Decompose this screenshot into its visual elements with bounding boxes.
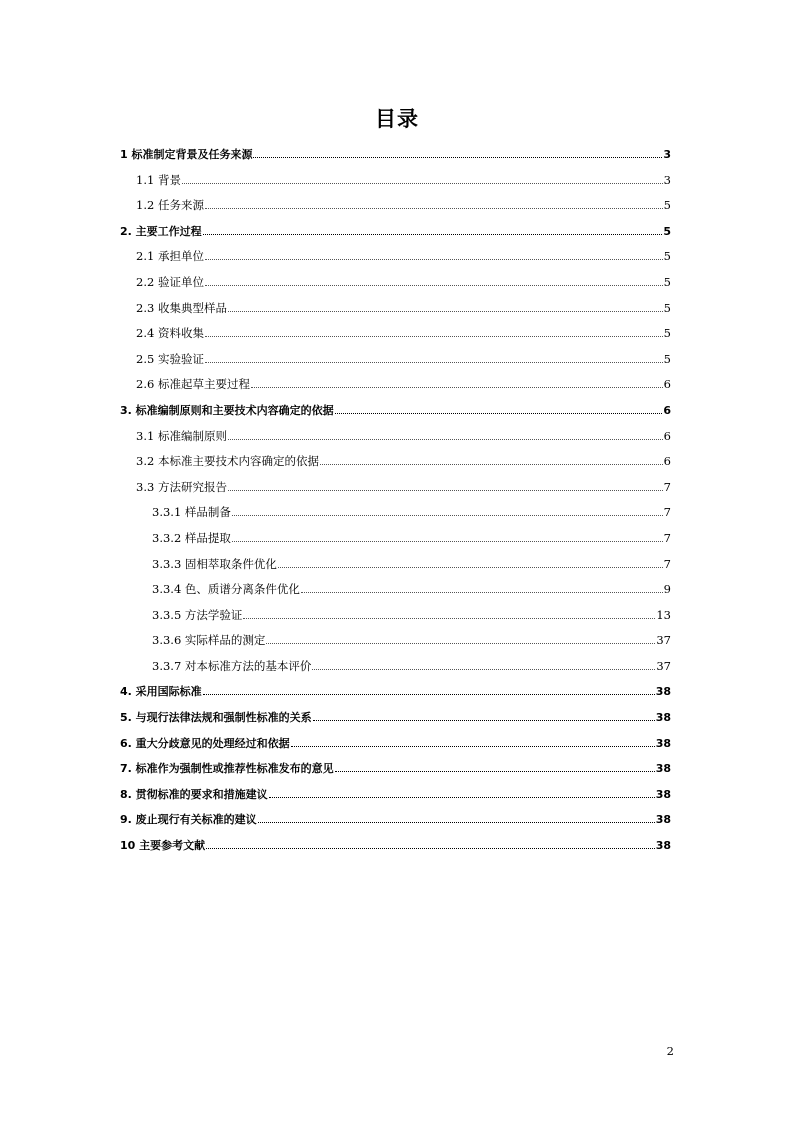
toc-entry[interactable] xyxy=(120,628,671,654)
toc-entry-label: 4. 采用国际标准 xyxy=(120,685,202,699)
toc-entry-page: 3 xyxy=(663,148,671,161)
toc-dot-leader xyxy=(232,506,663,516)
toc-dot-leader xyxy=(232,532,663,542)
toc-entry[interactable] xyxy=(120,731,671,757)
toc-entry-label: 3.3.7 对本标准方法的基本评价 xyxy=(152,658,312,673)
toc-dot-leader xyxy=(335,762,655,772)
toc-entry[interactable] xyxy=(120,372,671,398)
toc-entry[interactable] xyxy=(120,603,671,629)
toc-entry-label: 3.3.6 实际样品的测定 xyxy=(152,633,266,648)
toc-entry-page: 6 xyxy=(663,377,671,392)
toc-entry[interactable] xyxy=(120,756,671,782)
toc-entry-label: 9. 废止现行有关标准的建议 xyxy=(120,813,257,827)
toc-entry[interactable] xyxy=(120,526,671,552)
toc-entry-label: 3.3.2 样品提取 xyxy=(152,530,231,545)
toc-entry-label: 2.2 验证单位 xyxy=(136,274,204,289)
toc-dot-leader xyxy=(313,711,655,721)
toc-entry-label: 3.3.1 样品制备 xyxy=(152,505,231,520)
toc-entry-label: 2.6 标准起草主要过程 xyxy=(136,377,250,392)
toc-dot-leader xyxy=(278,558,663,568)
page-title: 目录 xyxy=(375,107,419,131)
toc-entry-page: 13 xyxy=(656,607,671,622)
toc-entry-page: 3 xyxy=(663,172,671,187)
toc-entry-label: 3. 标准编制原则和主要技术内容确定的依据 xyxy=(120,403,334,417)
toc-dot-leader xyxy=(291,737,655,747)
toc-entry[interactable] xyxy=(120,679,671,705)
toc-entry-label: 3.3.3 固相萃取条件优化 xyxy=(152,556,277,571)
toc-entry-page: 38 xyxy=(655,685,671,699)
toc-entry-page: 7 xyxy=(663,479,671,494)
toc-entry-page: 37 xyxy=(656,658,671,673)
toc-dot-leader xyxy=(228,481,663,491)
toc-entry-page: 37 xyxy=(656,633,671,648)
toc-entry-label: 5. 与现行法律法规和强制性标准的关系 xyxy=(120,711,312,725)
toc-entry[interactable] xyxy=(120,654,671,680)
toc-entry-page: 38 xyxy=(655,762,671,776)
toc-entry-label: 3.3.5 方法学验证 xyxy=(152,607,243,622)
toc-entry-label: 3.3.4 色、质谱分离条件优化 xyxy=(152,582,300,597)
toc-entry[interactable] xyxy=(120,833,671,859)
toc-entry-page: 5 xyxy=(663,351,671,366)
toc-dot-leader xyxy=(251,378,663,388)
toc-entry-label: 2.1 承担单位 xyxy=(136,249,204,264)
toc-entry[interactable] xyxy=(120,193,671,219)
toc-entry-page: 7 xyxy=(663,556,671,571)
toc-entry-label: 7. 标准作为强制性或推荐性标准发布的意见 xyxy=(120,762,334,776)
toc-entry[interactable] xyxy=(120,500,671,526)
toc-dot-leader xyxy=(182,174,663,184)
toc-dot-leader xyxy=(203,685,655,695)
toc-entry-page: 38 xyxy=(655,839,671,853)
toc-entry-label: 3.2 本标准主要技术内容确定的依据 xyxy=(136,454,319,469)
toc-dot-leader xyxy=(228,302,663,312)
toc-dot-leader xyxy=(301,583,663,593)
toc-entry[interactable] xyxy=(120,782,671,808)
toc-entry[interactable] xyxy=(120,424,671,450)
toc-dot-leader xyxy=(269,788,655,798)
toc-entry-label: 3.3 方法研究报告 xyxy=(136,479,227,494)
toc-entry-page: 7 xyxy=(663,530,671,545)
toc-entry-label: 8. 贯彻标准的要求和措施建议 xyxy=(120,787,268,801)
toc-entry-label: 2.5 实验验证 xyxy=(136,351,204,366)
table-of-contents xyxy=(120,142,671,859)
toc-entry-page: 5 xyxy=(663,274,671,289)
toc-entry-label: 2.4 资料收集 xyxy=(136,326,204,341)
toc-entry[interactable] xyxy=(120,398,671,424)
toc-entry-page: 5 xyxy=(663,300,671,315)
toc-entry-label: 6. 重大分歧意见的处理经过和依据 xyxy=(120,736,290,750)
toc-dot-leader xyxy=(205,250,663,260)
toc-dot-leader xyxy=(312,660,655,670)
toc-entry-label: 3.1 标准编制原则 xyxy=(136,428,227,443)
toc-entry-page: 6 xyxy=(663,403,671,417)
toc-entry-page: 5 xyxy=(663,249,671,264)
toc-dot-leader xyxy=(266,634,655,644)
toc-dot-leader xyxy=(243,609,655,619)
toc-entry[interactable] xyxy=(120,449,671,475)
toc-entry[interactable] xyxy=(120,705,671,731)
toc-entry[interactable] xyxy=(120,577,671,603)
toc-entry[interactable] xyxy=(120,552,671,578)
toc-entry-page: 6 xyxy=(663,428,671,443)
toc-entry-page: 7 xyxy=(663,505,671,520)
toc-dot-leader xyxy=(320,455,663,465)
toc-dot-leader xyxy=(228,430,663,440)
toc-dot-leader xyxy=(253,148,662,158)
toc-entry-label: 2. 主要工作过程 xyxy=(120,224,202,238)
toc-entry[interactable] xyxy=(120,142,671,168)
toc-entry[interactable] xyxy=(120,219,671,245)
toc-entry[interactable] xyxy=(120,244,671,270)
toc-entry-page: 38 xyxy=(655,787,671,801)
toc-entry[interactable] xyxy=(120,270,671,296)
toc-entry-label: 1.2 任务来源 xyxy=(136,198,204,213)
toc-entry-page: 38 xyxy=(655,711,671,725)
toc-entry[interactable] xyxy=(120,347,671,373)
page-number: 2 xyxy=(666,1044,674,1058)
toc-entry[interactable] xyxy=(120,168,671,194)
toc-entry-page: 5 xyxy=(663,224,671,238)
toc-dot-leader xyxy=(205,353,663,363)
toc-dot-leader xyxy=(206,839,655,849)
toc-entry[interactable] xyxy=(120,296,671,322)
toc-entry-label: 10 主要参考文献 xyxy=(120,839,206,853)
toc-entry[interactable] xyxy=(120,475,671,501)
toc-entry-label: 1 标准制定背景及任务来源 xyxy=(120,148,253,161)
toc-dot-leader xyxy=(205,276,663,286)
toc-dot-leader xyxy=(205,327,663,337)
toc-dot-leader xyxy=(335,404,663,414)
toc-dot-leader xyxy=(203,225,663,235)
toc-entry-page: 38 xyxy=(655,736,671,750)
toc-entry-page: 5 xyxy=(663,326,671,341)
toc-entry[interactable] xyxy=(120,807,671,833)
toc-entry-page: 6 xyxy=(663,454,671,469)
toc-entry-label: 1.1 背景 xyxy=(136,172,181,187)
toc-entry-page: 38 xyxy=(655,813,671,827)
toc-entry-page: 5 xyxy=(663,198,671,213)
toc-entry[interactable] xyxy=(120,321,671,347)
toc-entry-label: 2.3 收集典型样品 xyxy=(136,300,227,315)
toc-dot-leader xyxy=(258,813,655,823)
toc-entry-page: 9 xyxy=(663,582,671,597)
toc-dot-leader xyxy=(205,199,663,209)
